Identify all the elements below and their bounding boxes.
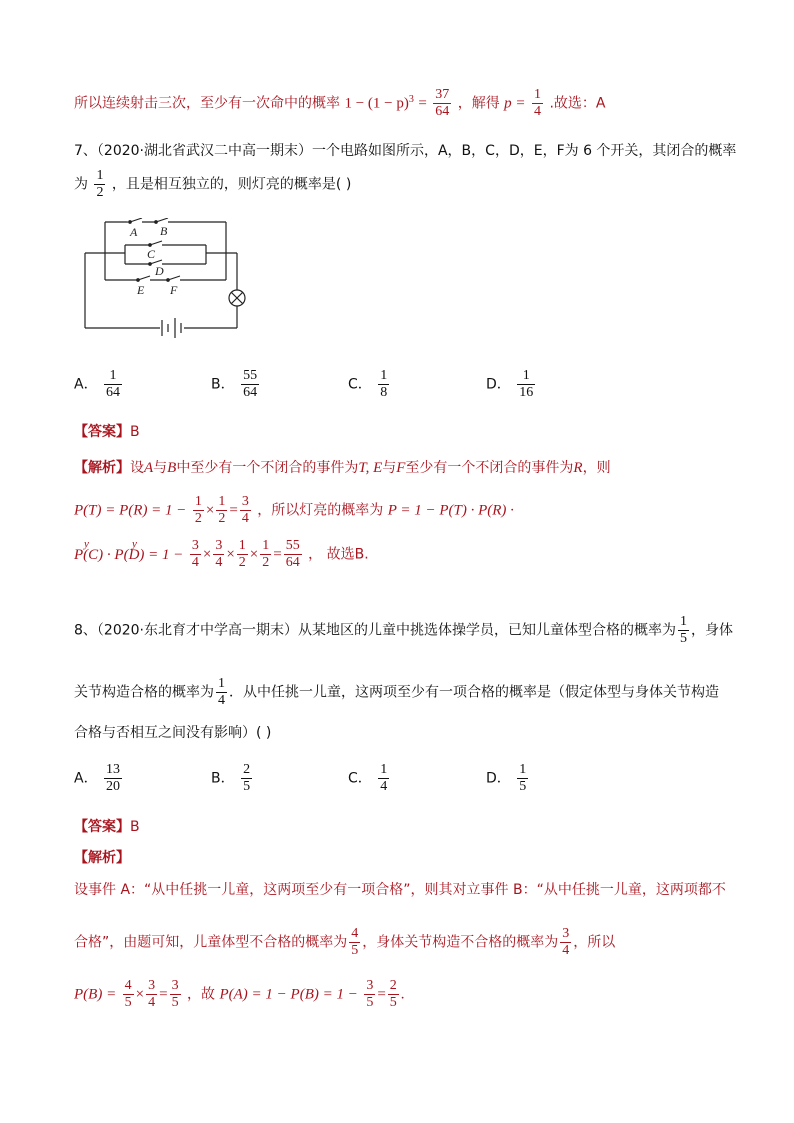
num: 1 <box>218 676 225 691</box>
q6-solve-text: ，解得 <box>457 95 500 112</box>
q8-stem-line1 <box>74 614 733 647</box>
text: ，身体关节构造不合格的概率为 <box>362 934 559 951</box>
var-a: A <box>144 460 154 476</box>
option-num: 1 <box>519 762 527 777</box>
q7-option-c[interactable] <box>348 368 391 401</box>
complement-mark-d: y <box>132 537 137 550</box>
q6-p-fraction <box>532 87 543 120</box>
q8-analysis-line1: 设事件 A：“从中任挑一儿童，这两项至少有一项合格”，则其对立事件 B：“从中任挑一儿童，这两项都不 <box>74 882 726 898</box>
option-den: 5 <box>243 779 251 794</box>
num: 3 <box>366 978 374 993</box>
text: 至少有一个不闭合的事件为 <box>405 460 574 476</box>
den: 4 <box>562 943 570 958</box>
den: 4 <box>215 555 223 570</box>
num: 1 <box>194 494 202 509</box>
den: 4 <box>241 511 249 526</box>
label-b: B <box>160 224 168 238</box>
label-a: A <box>130 225 138 239</box>
text: 与 <box>382 460 397 476</box>
text: 8、（2020·东北育才中学高一期末）从某地区的儿童中挑选体操学员，已知儿童体型合格的概率为 <box>74 622 676 639</box>
text: ，则 <box>582 460 611 476</box>
den: 4 <box>191 555 199 570</box>
text: 与 <box>153 460 168 476</box>
q8-analysis-line3 <box>74 978 405 1011</box>
label-d: D <box>155 264 164 278</box>
equals: = <box>229 502 238 519</box>
equals: = <box>377 986 386 1003</box>
den: 5 <box>124 995 132 1010</box>
option-letter: B． <box>211 376 235 393</box>
var-f: F <box>396 460 406 476</box>
answer-value: B <box>130 819 140 835</box>
den: 5 <box>366 995 374 1010</box>
num: 55 <box>285 538 300 553</box>
answer-tag: 【答案】 <box>74 424 130 440</box>
answer-tag: 【答案】 <box>74 819 130 835</box>
option-letter: A． <box>74 770 98 787</box>
q7-stem-post: ，且是相互独立的，则灯亮的概率是( ) <box>111 176 352 193</box>
q8-option-b[interactable] <box>211 762 254 795</box>
label-c: C <box>147 247 156 261</box>
q6-frac-den: 64 <box>435 104 450 119</box>
q6-fraction <box>433 87 451 120</box>
den: 5 <box>389 995 397 1010</box>
formula: P(C) · P(D) = 1 − <box>74 546 184 563</box>
num: 3 <box>148 978 156 993</box>
q7-answer <box>74 422 140 442</box>
q8-stem-line2 <box>74 676 719 709</box>
num: 3 <box>191 538 199 553</box>
formula: P(B) = <box>74 986 117 1003</box>
analysis-tag: 【解析】 <box>74 460 130 476</box>
q7-option-d[interactable] <box>486 368 537 401</box>
label-e: E <box>137 283 145 297</box>
q6-exponent: 3 <box>408 93 414 105</box>
text: ，身体 <box>690 622 733 639</box>
option-num: 1 <box>522 368 530 383</box>
equals: = <box>159 986 168 1003</box>
option-den: 8 <box>380 385 388 400</box>
q7-analysis-line3 <box>74 538 369 571</box>
q7-stem-fraction <box>94 168 105 201</box>
num: 1 <box>679 614 687 629</box>
option-num: 1 <box>109 368 117 383</box>
text: 中至少有一个不闭合的事件为 <box>176 460 359 476</box>
num: 3 <box>241 494 249 509</box>
den: 5 <box>679 631 687 646</box>
den: 2 <box>238 555 246 570</box>
option-den: 4 <box>380 779 388 794</box>
period: . <box>400 986 405 1003</box>
num: 2 <box>389 978 397 993</box>
option-num: 1 <box>380 762 388 777</box>
circuit-diagram <box>80 218 256 342</box>
q7-option-b[interactable] <box>211 368 261 401</box>
option-num: 55 <box>243 368 258 383</box>
var-b: B <box>167 460 177 476</box>
num: 1 <box>238 538 246 553</box>
option-den: 20 <box>106 779 121 794</box>
formula: P(A) = 1 − P(B) = 1 − <box>219 986 358 1003</box>
q6-p-lhs: p = <box>504 95 526 112</box>
option-letter: C． <box>348 770 372 787</box>
var-r: R <box>573 460 583 476</box>
option-letter: D． <box>486 376 511 393</box>
num: 3 <box>171 978 179 993</box>
q6-conclusion-text: 所以连续射击三次，至少有一次命中的概率 <box>74 95 340 112</box>
formula: P(T) = P(R) = 1 − <box>74 502 187 519</box>
q6-choice-text: .故选：A <box>549 95 606 112</box>
option-letter: C． <box>348 376 372 393</box>
num: 3 <box>215 538 223 553</box>
text: ， 故选B. <box>308 546 369 563</box>
label-f: F <box>170 283 178 297</box>
times: × <box>135 986 145 1003</box>
text: 关节构造合格的概率为 <box>74 684 214 701</box>
complement-mark-c: y <box>84 537 89 550</box>
den: 4 <box>218 693 225 708</box>
q6-expression: 1 − (1 − p) <box>344 95 409 112</box>
option-den: 5 <box>519 779 527 794</box>
q8-option-d[interactable] <box>486 762 530 795</box>
num: 3 <box>562 926 570 941</box>
num: 1 <box>218 494 226 509</box>
times: × <box>205 502 215 519</box>
q8-stem-line3: 合格与否相互之间没有影响）( ) <box>74 725 272 741</box>
times: × <box>226 546 235 563</box>
den: 2 <box>194 511 202 526</box>
q7-stem-line2 <box>74 168 351 201</box>
times: × <box>202 546 212 563</box>
option-num: 1 <box>380 368 388 383</box>
q8-analysis-tag <box>74 848 130 868</box>
q7-analysis-line1 <box>74 458 611 478</box>
q6-p-den: 4 <box>533 104 541 119</box>
option-num: 2 <box>243 762 251 777</box>
q7-stem-line1: 7、（2020·湖北省武汉二中高一期末）一个电路如图所示，A，B，C，D，E，F为 6 个开关，其闭合的概率 <box>74 143 737 159</box>
q7-analysis-line2 <box>74 494 514 527</box>
text: 合格”，由题可知，儿童体型不合格的概率为 <box>74 934 348 951</box>
den: 4 <box>148 995 156 1010</box>
answer-value: B <box>130 424 140 440</box>
text: ，故 <box>187 986 216 1003</box>
analysis-tag: 【解析】 <box>74 850 130 866</box>
text: ，所以灯亮的概率为 <box>257 502 384 519</box>
option-letter: D． <box>486 770 511 787</box>
formula-wrap <box>74 537 184 565</box>
formula: P = 1 − P(T) · P(R) · <box>387 502 514 519</box>
option-letter: A． <box>74 376 98 393</box>
q7-stem-den: 2 <box>96 185 104 200</box>
q6-frac-num: 37 <box>435 87 450 102</box>
num: 4 <box>124 978 132 993</box>
q6-equals: = <box>418 95 427 112</box>
text: ，所以 <box>573 934 616 951</box>
num: 1 <box>262 538 270 553</box>
option-letter: B． <box>211 770 235 787</box>
q6-p-num: 1 <box>533 87 541 102</box>
den: 2 <box>262 555 270 570</box>
q7-stem-num: 1 <box>96 168 104 183</box>
text: ．从中任挑一儿童，这两项至少有一项合格的概率是（假定体型与身体关节构造 <box>229 684 719 701</box>
times: × <box>249 546 259 563</box>
den: 64 <box>285 555 300 570</box>
q6-conclusion-line <box>74 87 605 120</box>
q8-answer <box>74 817 140 837</box>
equals: = <box>273 546 282 563</box>
option-den: 64 <box>106 385 121 400</box>
q8-option-c[interactable] <box>348 762 391 795</box>
den: 2 <box>218 511 226 526</box>
q7-stem-pre: 为 <box>74 176 88 193</box>
option-den: 64 <box>243 385 258 400</box>
q8-analysis-line2 <box>74 926 615 959</box>
den: 5 <box>171 995 179 1010</box>
var-t-e: T, E <box>358 460 383 476</box>
den: 5 <box>351 943 359 958</box>
num: 4 <box>351 926 359 941</box>
option-num: 13 <box>106 762 121 777</box>
text: 设 <box>130 460 144 476</box>
q7-option-a[interactable] <box>74 368 124 401</box>
option-den: 16 <box>519 385 534 400</box>
q8-option-a[interactable] <box>74 762 124 795</box>
